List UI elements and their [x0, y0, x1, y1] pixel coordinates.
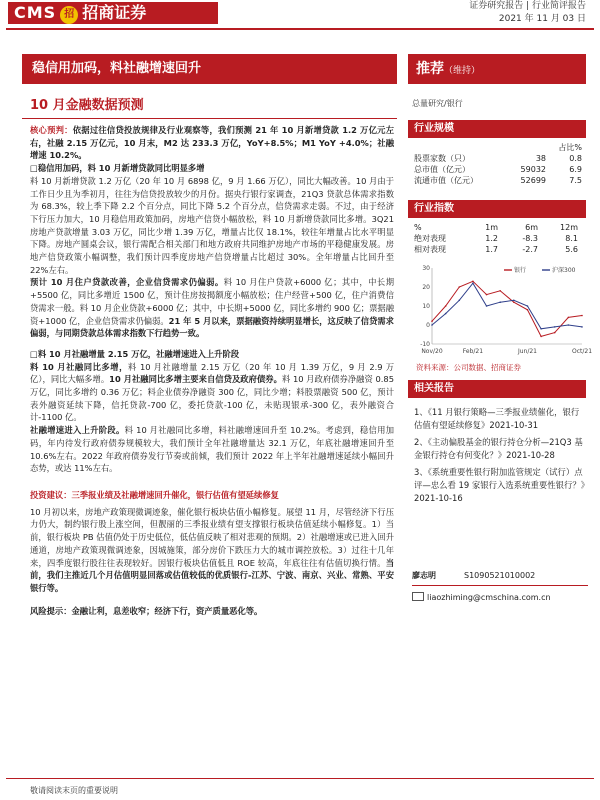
data-point — [499, 290, 501, 292]
related-reports-header: 相关报告 — [408, 380, 586, 398]
rating-band — [408, 54, 586, 84]
data-point — [513, 301, 515, 303]
logo-seal: 招 — [60, 6, 78, 24]
report-title: 稳信用加码，料社融增速回升 — [22, 54, 397, 84]
x-tick-label: Jun/21 — [517, 348, 537, 355]
scale-row: 总市值（亿元） 59032 6.9 — [414, 165, 582, 174]
data-point — [554, 332, 556, 334]
chart-source: 资料来源：公司数据、招商证券 — [416, 363, 521, 372]
analyst-divider — [412, 585, 588, 586]
rating-note: （维持） — [444, 66, 481, 76]
data-point — [513, 300, 515, 302]
related-reports-list — [414, 406, 586, 509]
investment-advice-para: 10 月初以来，房地产政策现微调迹象，催化银行板块估值小幅修复。展望 11 月，尽管经济下行压力仍大，制约银行股上涨空间，但靓丽的三季报业绩有望支撑银行板块估值延续小幅修复。1）当前，银行板块 PB 估值仍处于历史低位，低估值反映了相对悲观的预期。2）社融增速或已进入回升通道，房地产政策现微调迹象，因城施策，部分房价下跌压力大的城市调控放松。3）过往十几年来，四季度银行股往往表现较好。因银行板块估值低且 ROE 较高，年底往往有估值切换行情。当前，我们主推近几个月估值明显回落或估值较低的优质银行-江苏、宁波、南京、兴业、常熟、平安银行等。 — [30, 506, 394, 593]
industry-index-header: 行业指数 — [408, 200, 586, 218]
index-performance-chart — [412, 262, 593, 360]
data-point — [458, 300, 460, 302]
data-point — [540, 328, 542, 330]
legend-label: 银行 — [514, 267, 527, 274]
data-point — [568, 324, 570, 326]
data-point — [458, 286, 460, 288]
x-tick-label: Nov/20 — [421, 348, 443, 355]
data-point — [486, 305, 488, 307]
section-2-title: □料 10 月社融增量 2.15 万亿，社融增速进入上升阶段 — [30, 348, 240, 359]
data-point — [527, 305, 529, 307]
scale-unit: 占比% — [558, 143, 582, 152]
data-point — [540, 336, 542, 338]
section-1-title: □稳信用加码，料 10 月新增贷款同比明显多增 — [30, 163, 205, 174]
analyst-info — [412, 570, 588, 605]
section-1-para-1: 料 10 月新增贷款 1.2 万亿（20 年 10 月 6898 亿，9 月 1.66 万亿），同比大幅改善。10 月由于工作日少且为季初月，往往为信贷投放较少的月份。据央行银行家调查，21Q3 贷款总体需求指数为 68.3%，较上季下降 2.2 个百分点，同比下降 5.2 个百分点，信贷需求走弱。不过，由于经济下行压力加大，10 月稳信用政策加码，房地产信贷小幅放松，料 10 月新增贷款同比多增。3Q21 房地产贷款增量 3.03 万亿，同比少增 1.39 万亿，增量占比仅 18.1%，较往年增量占比水平明显下降。房地产圆桌会议，银行需配合相关部门和地方政府共同维护房地产市场的平稳健康发展。房地产信贷政策小幅调整，我们预计四季度房地产信贷增量占比超过 30%。全年增量占比回升至 22%左右。 — [30, 175, 394, 275]
series-line-1 — [432, 283, 582, 329]
data-point — [554, 326, 556, 328]
company-logo: CMS 招 招商证券 — [8, 2, 218, 24]
data-point — [431, 320, 433, 322]
legend-label: 沪深300 — [552, 267, 576, 274]
related-report-link[interactable]: 1、《11 月银行策略—三季报业绩催化，银行估值有望延续修复》2021-10-31 — [414, 407, 580, 430]
footer-divider — [6, 778, 594, 779]
y-tick-label: 20 — [422, 284, 430, 291]
data-point — [581, 326, 583, 328]
data-point — [581, 315, 583, 317]
report-type: 证券研究报告 | 行业简评报告 — [469, 1, 586, 11]
report-meta — [469, 0, 586, 26]
core-forecast: 核心预判：依据过往信贷投放规律及行业观察等，我们预测 21 年 10 月新增贷款 1.2 万亿元左右，社融 2.15 万亿元，10 月末，M2 达 233.3 万亿，YoY+8.5%；M1 YoY +4.0%；社融增速 10.2%。 — [30, 125, 394, 161]
y-tick-label: -10 — [420, 341, 430, 348]
data-point — [472, 282, 474, 284]
data-point — [445, 313, 447, 315]
investment-advice-title: 投资建议：三季报业绩及社融增速回升催化，银行估值有望延续修复 — [30, 489, 279, 500]
analyst-name: 廖志明 — [412, 571, 436, 580]
analyst-email[interactable]: liaozhiming@cmschina.com.cn — [427, 593, 551, 602]
data-point — [486, 294, 488, 296]
rating-label: 推荐 — [416, 61, 444, 77]
index-row: 绝对表现 1.2 -8.3 8.1 — [414, 234, 578, 243]
section-1-para-2: 预计 10 月住户贷款改善，企业信贷需求仍偏弱。料 10 月住户贷款+6000 亿；其中，中长期+5500 亿，同比多增近 1500 亿，预计住房按揭额度小幅放松；住户经营+500 亿，住户消费信贷需求一般。料 10 月企业贷款+6000 亿；其中，中长期+5000 亿，同比多增约 900 亿；票据融资+1000 亿，企业信贷需求仍偏弱。21 年 5 月以来，票据融资持续明显增长，这反映了信贷需求偏弱，与同期贷款总体需求指数下行趋势一致。 — [30, 277, 394, 339]
mail-icon — [412, 592, 424, 601]
y-tick-label: 30 — [422, 265, 430, 272]
data-point — [445, 305, 447, 307]
data-point — [499, 301, 501, 303]
x-tick-label: Oct/21 — [571, 348, 593, 355]
report-body — [30, 124, 394, 617]
report-category: 总量研究/银行 — [412, 99, 463, 108]
scale-row: 股票家数（只） 38 0.8 — [414, 154, 582, 163]
related-report-link[interactable]: 3、《系统重要性银行附加监管规定（试行）点评—忠么看 19 家银行入选系统重要性银行？》2021-10-16 — [414, 467, 585, 503]
report-subtitle: 10 月金融数据预测 — [30, 98, 144, 113]
risk-warning: 风险提示：金融让利，息差收窄；经济下行，资产质量恶化等。 — [30, 605, 263, 616]
subtitle-divider — [22, 118, 397, 119]
industry-scale-table — [414, 142, 584, 186]
header-divider — [6, 28, 594, 30]
section-2-para-1: 料 10 月社融同比多增，料 10 月社融增量 2.15 万亿（20 年 10 月 1.39 万亿，9 月 2.9 万亿），同比大幅多增。10 月社融同比多增主要来自信贷及政府债券。料 10 月政府债券净融资 0.85 万亿，同比多增约 0.36 万亿；料企业债券净融资 300 亿，同比少增；料股票融资 500 亿，预计表外融资延续下降，信托贷款-700 亿，委托贷款-100 亿，未贴现银承-300 亿，表外融资合计-1100 亿。 — [30, 361, 394, 423]
footer-note: 敬请阅读末页的重要说明 — [30, 786, 118, 795]
scale-row: 流通市值（亿元） 52699 7.5 — [414, 176, 582, 185]
industry-scale-header: 行业规模 — [408, 120, 586, 138]
analyst-cert: S1090521010002 — [464, 571, 536, 580]
index-row: 相对表现 1.7 -2.7 5.6 — [414, 245, 578, 254]
report-date: 2021 年 11 月 03 日 — [498, 14, 586, 24]
section-2-para-2: 社融增速进入上升阶段。料 10 月社融同比多增，料社融增速回升至 10.2%。考虑到，稳信用加码，年内待发行政府债券规模较大，我们预计全年社融增量达 32.1 万亿，年底社融增速回升至 10.6%左右。2022 年政府债券发行节奏或前倾，我们预计 2022 年上半年社融增速延续小幅回升态势，或达 11%左右。 — [30, 425, 394, 474]
y-tick-label: 0 — [426, 322, 430, 329]
x-tick-label: Feb/21 — [462, 348, 484, 355]
industry-index-table: % 1m 6m 12m 绝对表现 1.2 -8.3 8.1 相对表现 1.7 -2.7 5.6 — [414, 222, 584, 255]
data-point — [568, 317, 570, 319]
data-point — [472, 281, 474, 283]
related-report-link[interactable]: 2、《主动偏股基金的银行持仓分析—21Q3 基金银行持仓有何变化？》2021-10-28 — [414, 437, 583, 460]
data-point — [431, 324, 433, 326]
y-tick-label: 10 — [422, 303, 430, 310]
series-line-0 — [432, 281, 582, 336]
data-point — [527, 309, 529, 311]
